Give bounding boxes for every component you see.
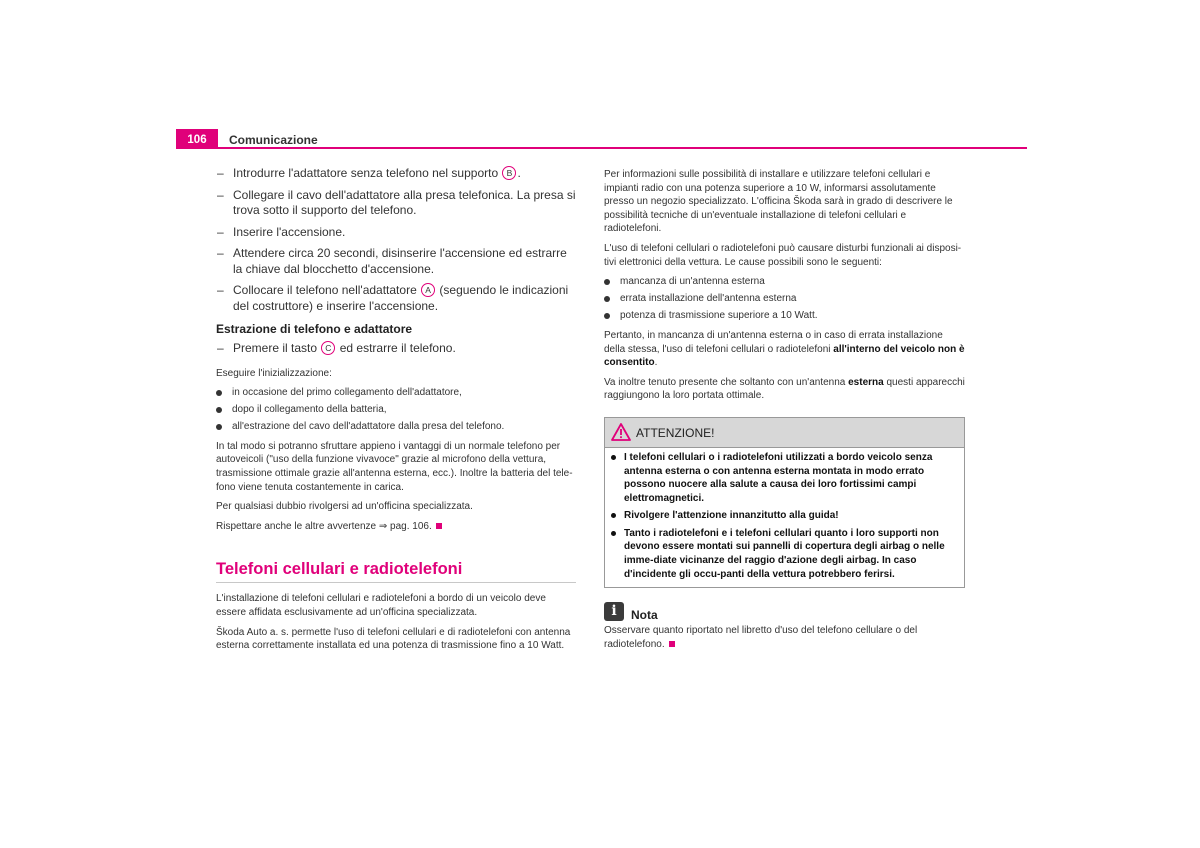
paragraph: Per informazioni sulle possibilità di installare e utilizzare telefoni cellulari e impianti radio con una potenza superiore a 10 W, informarsi assolutamente presso un negozio specializzato. L'officina Škoda sarà in grado di descrivere le possibilità tecniche di un'eventuale installazione di telefoni cellulari e radiotelefoni. bbox=[604, 169, 953, 235]
bullet-icon bbox=[216, 390, 222, 396]
callout-b: B bbox=[502, 166, 516, 180]
warning-text: I telefoni cellulari o i radiotelefoni utilizzati a bordo veicolo senza antenna esterna o con antenna esterna montata in modo errato possono nuocere alla salute a causa dei loro fortissimi campi elettromagnetici. bbox=[624, 451, 933, 504]
emphasis-text: esterna bbox=[848, 376, 884, 388]
bullet-text: errata installazione dell'antenna esterna bbox=[620, 293, 797, 305]
init-intro: Eseguire l'inizializzazione: bbox=[216, 367, 332, 379]
header-rule bbox=[176, 147, 1027, 149]
dash-marker: – bbox=[217, 341, 224, 355]
removal-heading: Estrazione di telefono e adattatore bbox=[216, 322, 413, 336]
step-5 bbox=[216, 283, 578, 314]
warning-item bbox=[608, 451, 961, 505]
warning-text: Tanto i radiotelefoni e i telefoni cellulari quanto i loro supporti non devono essere montati sui pannelli di copertura degli airbag o nelle imme-diate vicinanze del raggio d'azione degli airbag. In caso d'incidente gli occu-panti della vettura potrebbero ferirsi. bbox=[624, 527, 945, 580]
warning-triangle-icon bbox=[611, 423, 631, 441]
callout-c: C bbox=[321, 341, 335, 355]
warning-text: Rivolgere l'attenzione innanzitutto alla guida! bbox=[624, 510, 839, 522]
note-block bbox=[604, 602, 966, 651]
bullet-icon bbox=[604, 313, 610, 319]
cause-bullet bbox=[604, 275, 966, 289]
section-heading: Telefoni cellulari e radiotelefoni bbox=[216, 560, 463, 579]
note-header bbox=[604, 602, 966, 624]
step-text: . bbox=[517, 166, 521, 180]
step-4 bbox=[216, 246, 578, 277]
init-bullet bbox=[216, 420, 578, 434]
left-column bbox=[216, 166, 578, 659]
step-1 bbox=[216, 166, 578, 182]
running-head-title: Comunicazione bbox=[229, 133, 318, 147]
warning-item bbox=[608, 509, 961, 523]
bullet-icon bbox=[611, 455, 616, 460]
page-number: 106 bbox=[176, 129, 218, 149]
step-3 bbox=[216, 225, 578, 241]
bullet-icon bbox=[216, 407, 222, 413]
warning-box bbox=[604, 417, 965, 588]
step-text: Inserire l'accensione. bbox=[233, 224, 346, 239]
step-text: Premere il tasto bbox=[233, 341, 321, 355]
note-text bbox=[604, 624, 966, 651]
paragraph bbox=[604, 376, 966, 403]
step-2 bbox=[216, 188, 578, 219]
step-text: Introdurre l'adattatore senza telefono nel supporto bbox=[233, 166, 502, 180]
bullet-text: in occasione del primo collegamento dell'adattatore, bbox=[232, 387, 462, 399]
paragraph: L'uso di telefoni cellulari o radiotelefoni può causare disturbi funzionali ai disposi-tivi elettronici della vettura. Le cause possibili sono le seguenti: bbox=[604, 242, 962, 268]
bullet-icon bbox=[216, 424, 222, 430]
bullet-text: all'estrazione del cavo dell'adattatore dalla presa del telefono. bbox=[232, 421, 505, 433]
paragraph: Škoda Auto a. s. permette l'uso di telefoni cellulari e di radiotelefoni con antenna esterna correttamente installata ed una potenza di trasmissione fino a 10 Watt. bbox=[216, 626, 571, 652]
step-text: Collocare il telefono nell'adattatore bbox=[233, 283, 421, 297]
emphasis-text: all'interno del veicolo non è consentito bbox=[604, 343, 965, 369]
end-square-icon bbox=[669, 641, 675, 647]
paragraph: In tal modo si potranno sfruttare appieno i vantaggi di un normale telefono per autoveicoli ("uso della funzione vivavoce" grazie al microfono della vettura, trasmissione ottimale grazie all'antenna esterna, ecc.). Inoltre la batteria del tele-fono viene tenuta costantemente in carica. bbox=[216, 440, 573, 493]
warning-body bbox=[605, 448, 964, 587]
step-text: Attendere circa 20 secondi, disinserire l'accensione ed estrarre la chiave dal blocchetto d'accensione. bbox=[233, 246, 567, 276]
init-bullet bbox=[216, 386, 578, 400]
info-icon: i bbox=[604, 602, 624, 621]
text-run: Pertanto, in mancanza di un'antenna esterna o in caso di errata installazione della stessa, l'uso di telefoni cellulari o radiotelefoni bbox=[604, 329, 943, 355]
bullet-icon bbox=[604, 296, 610, 302]
init-bullet bbox=[216, 403, 578, 417]
page-header bbox=[176, 129, 1027, 149]
bullet-text: potenza di trasmissione superiore a 10 Watt. bbox=[620, 310, 818, 322]
removal-step bbox=[216, 341, 578, 357]
paragraph-with-endmark bbox=[216, 520, 578, 534]
dash-marker: – bbox=[217, 224, 224, 239]
bullet-icon bbox=[611, 531, 616, 536]
bullet-text: mancanza di un'antenna esterna bbox=[620, 276, 765, 288]
dash-marker: – bbox=[217, 166, 224, 180]
cross-reference-text: Rispettare anche le altre avvertenze ⇒ pag. 106. bbox=[216, 520, 432, 532]
note-body: Osservare quanto riportato nel libretto d'uso del telefono cellulare o del radiotelefono. bbox=[604, 625, 918, 650]
cause-bullet bbox=[604, 309, 966, 323]
note-title: Nota bbox=[631, 608, 658, 623]
dash-marker: – bbox=[217, 246, 224, 260]
callout-a: A bbox=[421, 283, 435, 297]
text-run: questi apparecchi raggiungono la loro portata ottimale. bbox=[604, 376, 965, 402]
warning-title: ATTENZIONE! bbox=[636, 425, 715, 440]
right-column bbox=[604, 168, 966, 657]
paragraph: L'installazione di telefoni cellulari e radiotelefoni a bordo di un veicolo deve essere affidata esclusivamente ad un'officina specializzata. bbox=[216, 593, 546, 619]
step-text: Collegare il cavo dell'adattatore alla presa telefonica. La presa si trova sotto il supporto del telefono. bbox=[233, 187, 576, 217]
paragraph bbox=[604, 329, 966, 370]
bullet-icon bbox=[604, 279, 610, 285]
heading-rule bbox=[216, 582, 576, 583]
dash-marker: – bbox=[217, 283, 224, 297]
text-run: . bbox=[654, 357, 658, 369]
warning-item bbox=[608, 527, 961, 581]
bullet-icon bbox=[611, 513, 616, 518]
paragraph: Per qualsiasi dubbio rivolgersi ad un'officina specializzata. bbox=[216, 501, 473, 513]
warning-header bbox=[605, 418, 964, 448]
cause-bullet bbox=[604, 292, 966, 306]
dash-marker: – bbox=[217, 187, 224, 202]
text-run: Va inoltre tenuto presente che soltanto con un'antenna bbox=[604, 376, 849, 388]
step-text: (seguendo le indicazioni del costruttore) e inserire l'accensione. bbox=[233, 283, 569, 313]
end-square-icon bbox=[436, 523, 442, 529]
step-text: ed estrarre il telefono. bbox=[336, 341, 456, 355]
bullet-text: dopo il collegamento della batteria, bbox=[232, 404, 387, 416]
